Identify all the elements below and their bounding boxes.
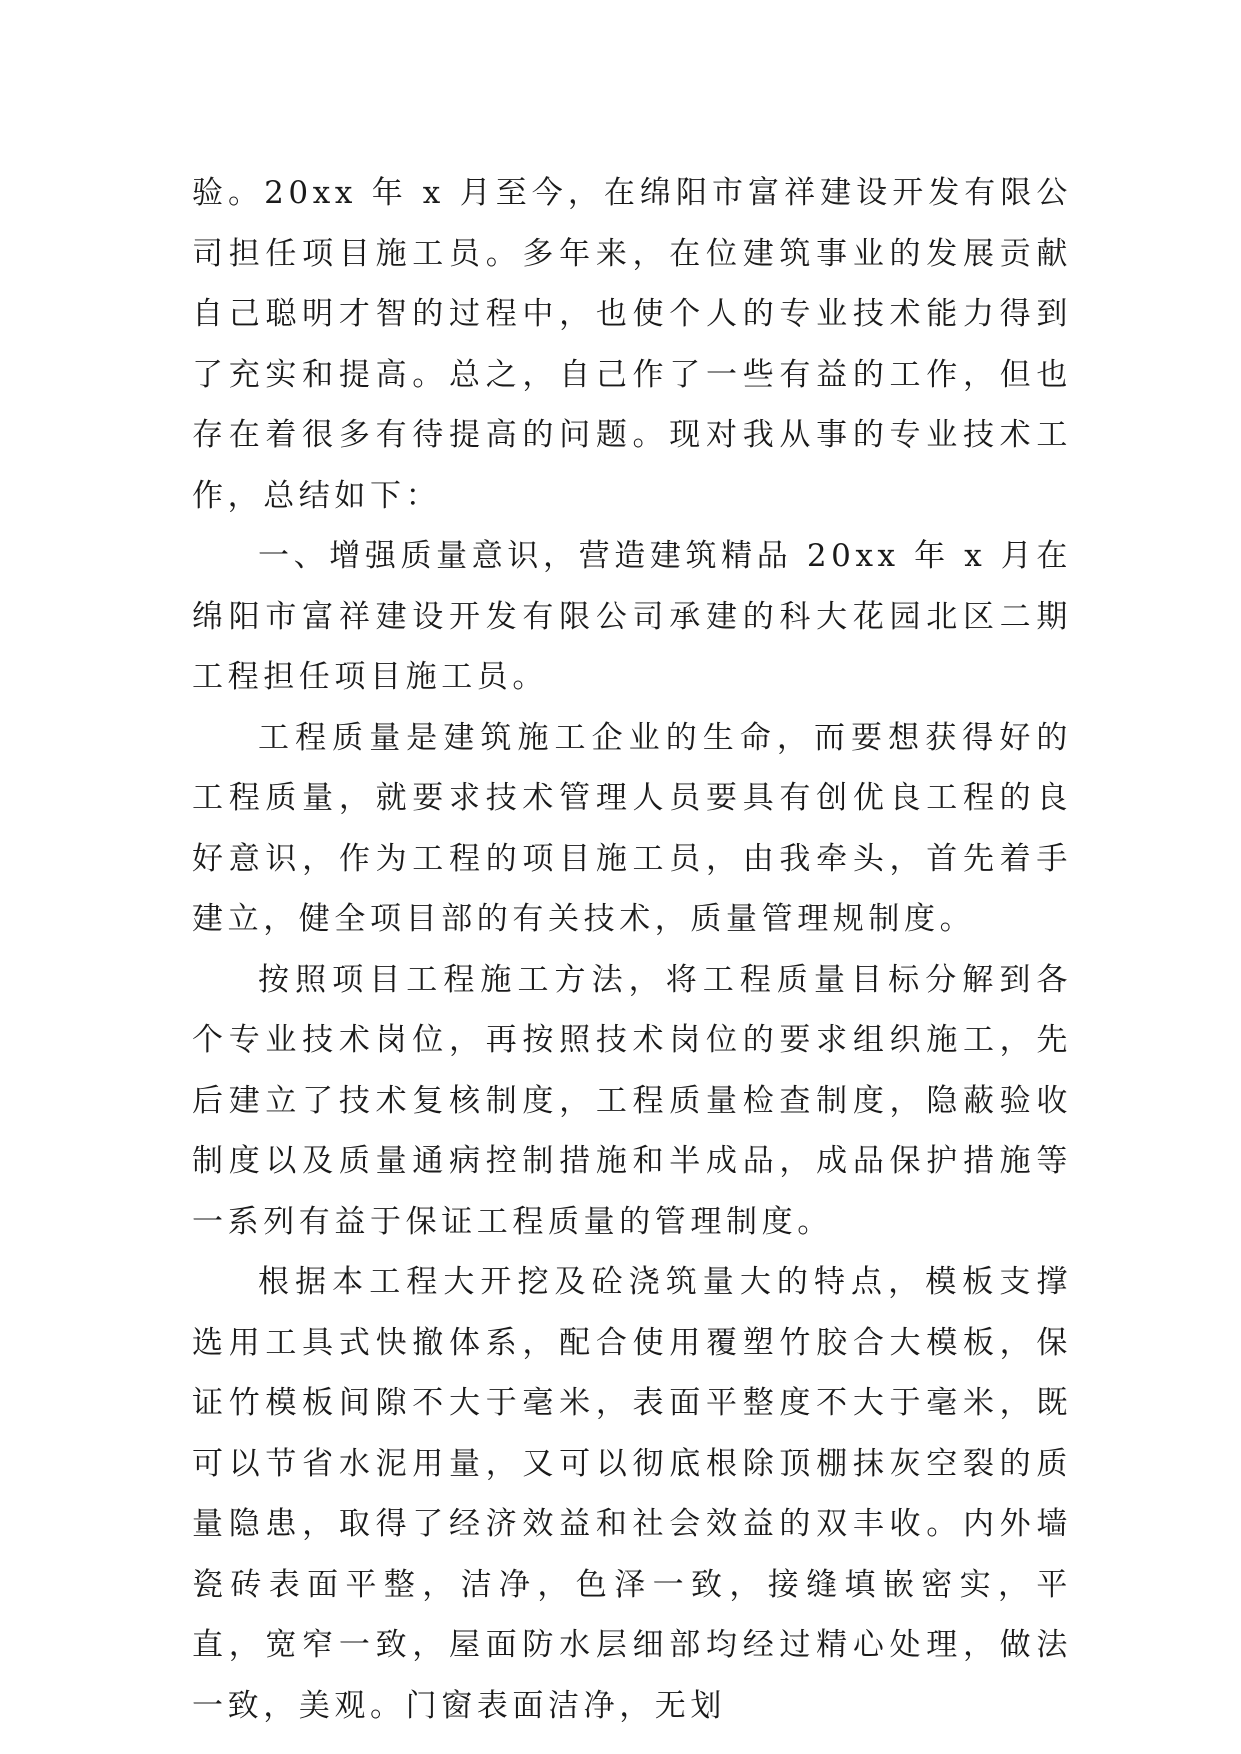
paragraph-continuation: 验。20xx 年 x 月至今，在绵阳市富祥建设开发有限公司担任项目施工员。多年来，在位建筑事业的发展贡献自己聪明才智的过程中，也使个人的专业技术能力得到了充实和提高。总之，自己作了一些有益的工作，但也存在着很多有待提高的问题。现对我从事的专业技术工作，总结如下：	[192, 175, 1072, 514]
document-body	[192, 163, 1072, 1736]
paragraph-section-heading: 一、增强质量意识，营造建筑精品 20xx 年 x 月在绵阳市富祥建设开发有限公司承建的科大花园北区二期工程担任项目施工员。	[192, 538, 1072, 695]
paragraph-methods: 按照项目工程施工方法，将工程质量目标分解到各个专业技术岗位，再按照技术岗位的要求组织施工，先后建立了技术复核制度，工程质量检查制度，隐蔽验收制度以及质量通病控制措施和半成品，成品保护措施等一系列有益于保证工程质量的管理制度。	[192, 961, 1072, 1240]
paragraph-formwork: 根据本工程大开挖及砼浇筑量大的特点，模板支撑选用工具式快撤体系，配合使用覆塑竹胶合大模板，保证竹模板间隙不大于毫米，表面平整度不大于毫米，既可以节省水泥用量，又可以彻底根除顶棚抹灰空裂的质量隐患，取得了经济效益和社会效益的双丰收。内外墙瓷砖表面平整，洁净，色泽一致，接缝填嵌密实，平直，宽窄一致，屋面防水层细部均经过精心处理，做法一致，美观。门窗表面洁净，无划	[192, 1264, 1072, 1724]
paragraph-quality: 工程质量是建筑施工企业的生命，而要想获得好的工程质量，就要求技术管理人员要具有创优良工程的良好意识，作为工程的项目施工员，由我牵头，首先着手建立，健全项目部的有关技术，质量管理规制度。	[192, 719, 1072, 937]
